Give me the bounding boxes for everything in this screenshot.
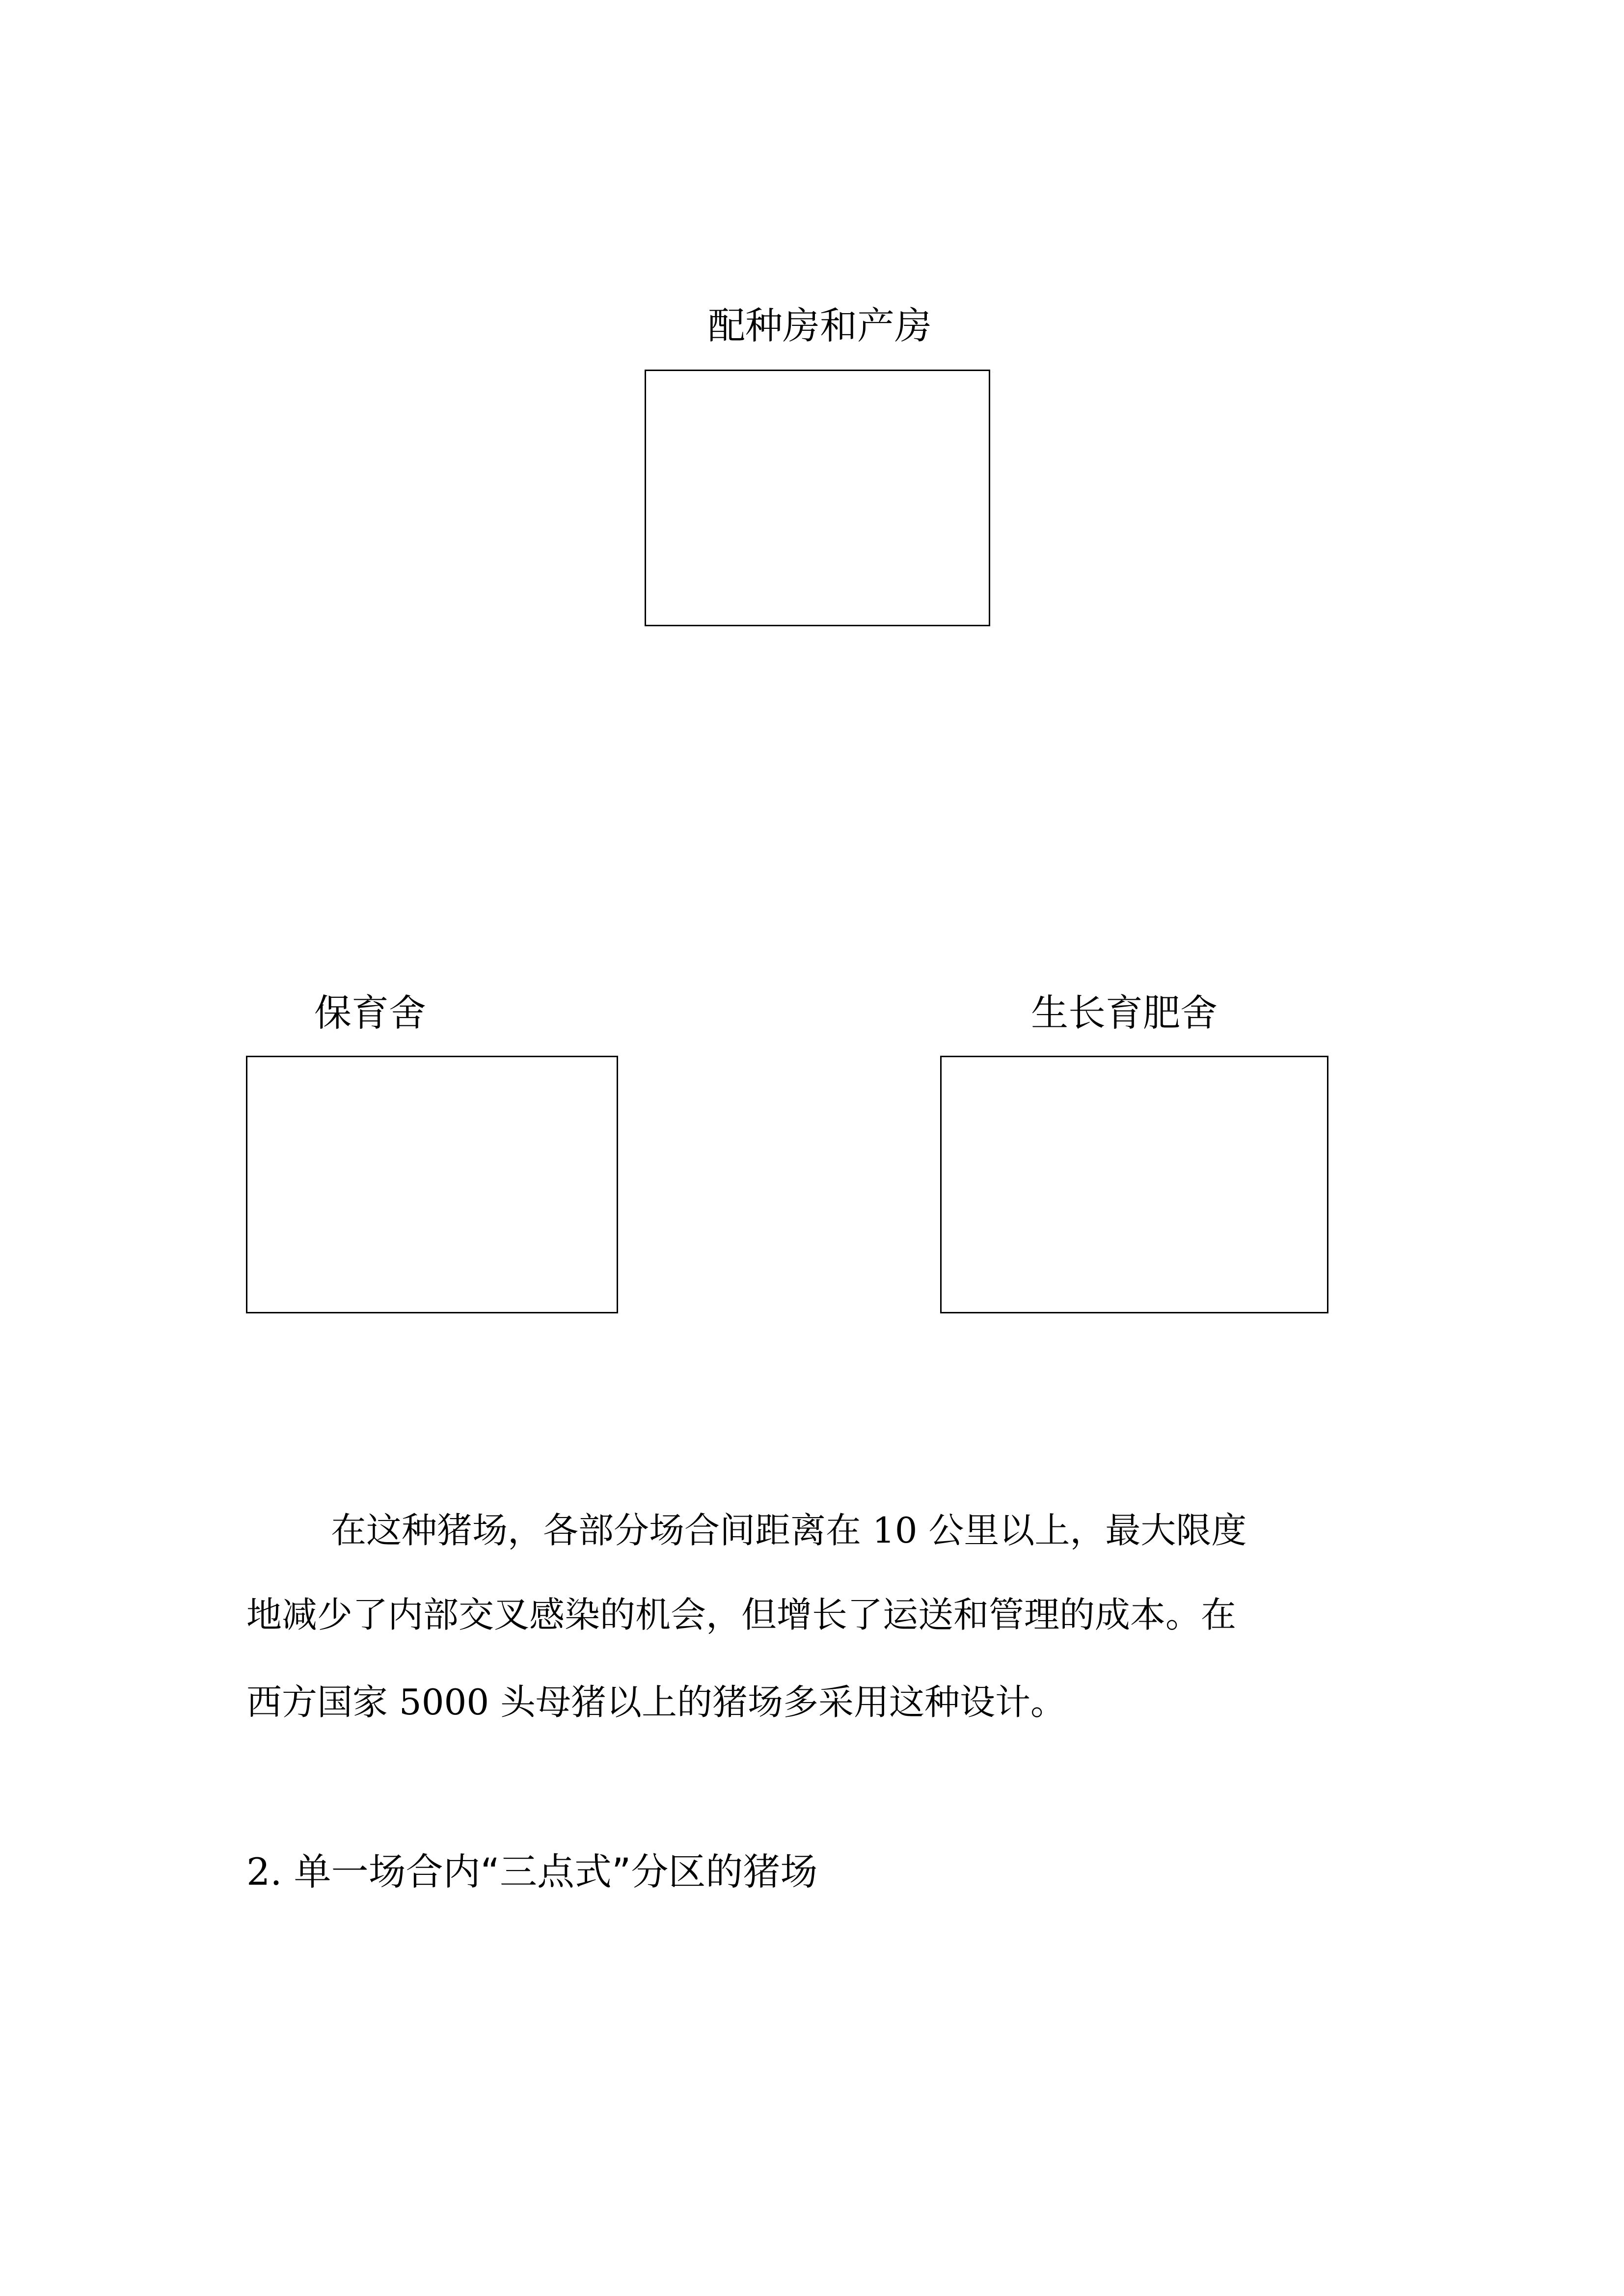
label-grow-finish-house: 生长育肥舍 [1031,991,1218,1035]
box-nursery-house [246,1056,618,1313]
label-nursery-house: 保育舍 [314,991,426,1035]
section-number: 2. [246,1850,294,1894]
section-heading [246,1850,818,1894]
paragraph-line-2: 地减少了内部交叉感染的机会，但增长了运送和管理的成本。在 [246,1594,1237,1635]
label-breeding-farrowing-house: 配种房和产房 [708,304,932,347]
box-breeding-farrowing-house [645,370,990,626]
paragraph-line-3: 西方国家 5000 头母猪以上的猪场多采用这种设计。 [246,1682,1066,1723]
paragraph-line-1: 在这种猪场，各部分场合间距离在 10 公里以上，最大限度 [331,1510,1247,1551]
section-title: 单一场合内“三点式”分区的猪场 [294,1850,818,1894]
box-grow-finish-house [940,1056,1328,1313]
